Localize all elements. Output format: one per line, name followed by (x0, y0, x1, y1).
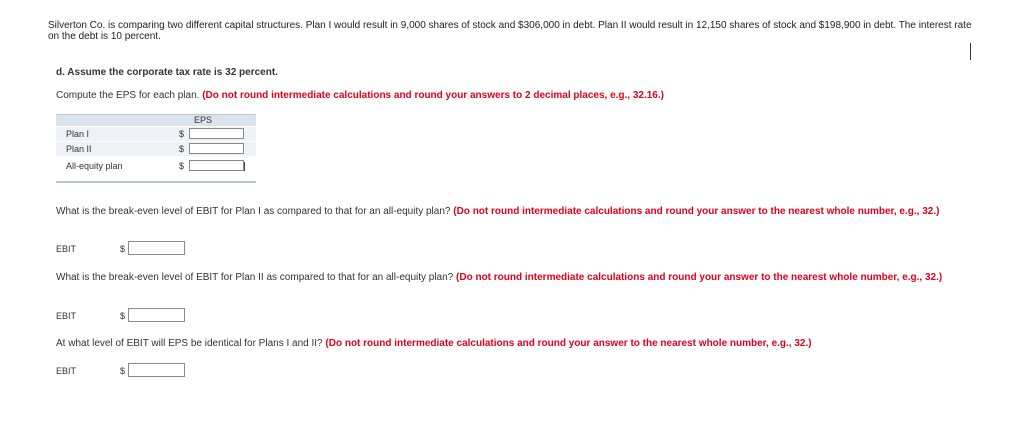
identical-eps-note: (Do not round intermediate calculations and round your answer to the nearest whole number, e.g., 32.) (325, 338, 812, 349)
identical-eps-question (56, 338, 966, 349)
eps-question-note: (Do not round intermediate calculations and round your answers to 2 decimal places, e.g., 32.16.) (202, 90, 664, 101)
text-cursor-mark (970, 43, 971, 60)
currency-symbol: $ (120, 366, 126, 376)
breakeven-plan-2-note: (Do not round intermediate calculations and round your answer to the nearest whole number, e.g., 32.) (456, 272, 943, 283)
breakeven-plan-2-question (56, 272, 966, 283)
eps-column-header: EPS (194, 115, 213, 125)
breakeven-plan-1-question (56, 206, 966, 217)
eps-all-equity-input[interactable] (189, 160, 244, 171)
breakeven-plan-1-text: What is the break-even level of EBIT for Plan I as compared to that for an all-equity plan? (56, 206, 451, 217)
eps-question-text: Compute the EPS for each plan. (56, 90, 200, 101)
eps-row-label: Plan I (66, 129, 90, 139)
eps-question (56, 90, 986, 101)
part-label: d. Assume the corporate tax rate is 32 percent. (56, 67, 278, 78)
eps-table-header (56, 114, 256, 126)
breakeven-plan-1-input[interactable] (128, 241, 185, 255)
breakeven-plan-2-text: What is the break-even level of EBIT for Plan II as compared to that for an all-equity plan? (56, 272, 454, 283)
breakeven-plan-1-note: (Do not round intermediate calculations and round your answer to the nearest whole number, e.g., 32.) (453, 206, 940, 217)
eps-row-all-equity (56, 159, 256, 173)
eps-row-label: Plan II (66, 144, 92, 154)
eps-plan-1-input[interactable] (189, 128, 244, 139)
breakeven-plan-2-field (56, 308, 196, 323)
breakeven-plan-1-field (56, 241, 196, 256)
currency-symbol: $ (120, 311, 126, 321)
eps-row-plan-1 (56, 127, 256, 141)
ebit-label: EBIT (56, 244, 77, 254)
eps-plan-2-input[interactable] (189, 143, 244, 154)
eps-row-label: All-equity plan (66, 161, 123, 171)
ebit-label: EBIT (56, 366, 77, 376)
ebit-label: EBIT (56, 311, 77, 321)
currency-symbol: $ (179, 129, 185, 139)
currency-symbol: $ (179, 161, 185, 171)
eps-table-bottom-rule (56, 181, 256, 183)
currency-symbol: $ (179, 144, 185, 154)
identical-eps-input[interactable] (128, 363, 185, 377)
identical-eps-text: At what level of EBIT will EPS be identical for Plans I and II? (56, 338, 323, 349)
input-caret (244, 162, 245, 171)
identical-eps-field (56, 363, 196, 378)
currency-symbol: $ (120, 244, 126, 254)
problem-intro: Silverton Co. is comparing two different capital structures. Plan I would result in 9,000 shares of stock and $306,000 in debt. Plan II would result in 12,150 shares of stock and $198,900 in debt. The interest rate on the debt is 10 percent. (48, 20, 972, 42)
breakeven-plan-2-input[interactable] (128, 308, 185, 322)
eps-row-plan-2 (56, 142, 256, 156)
